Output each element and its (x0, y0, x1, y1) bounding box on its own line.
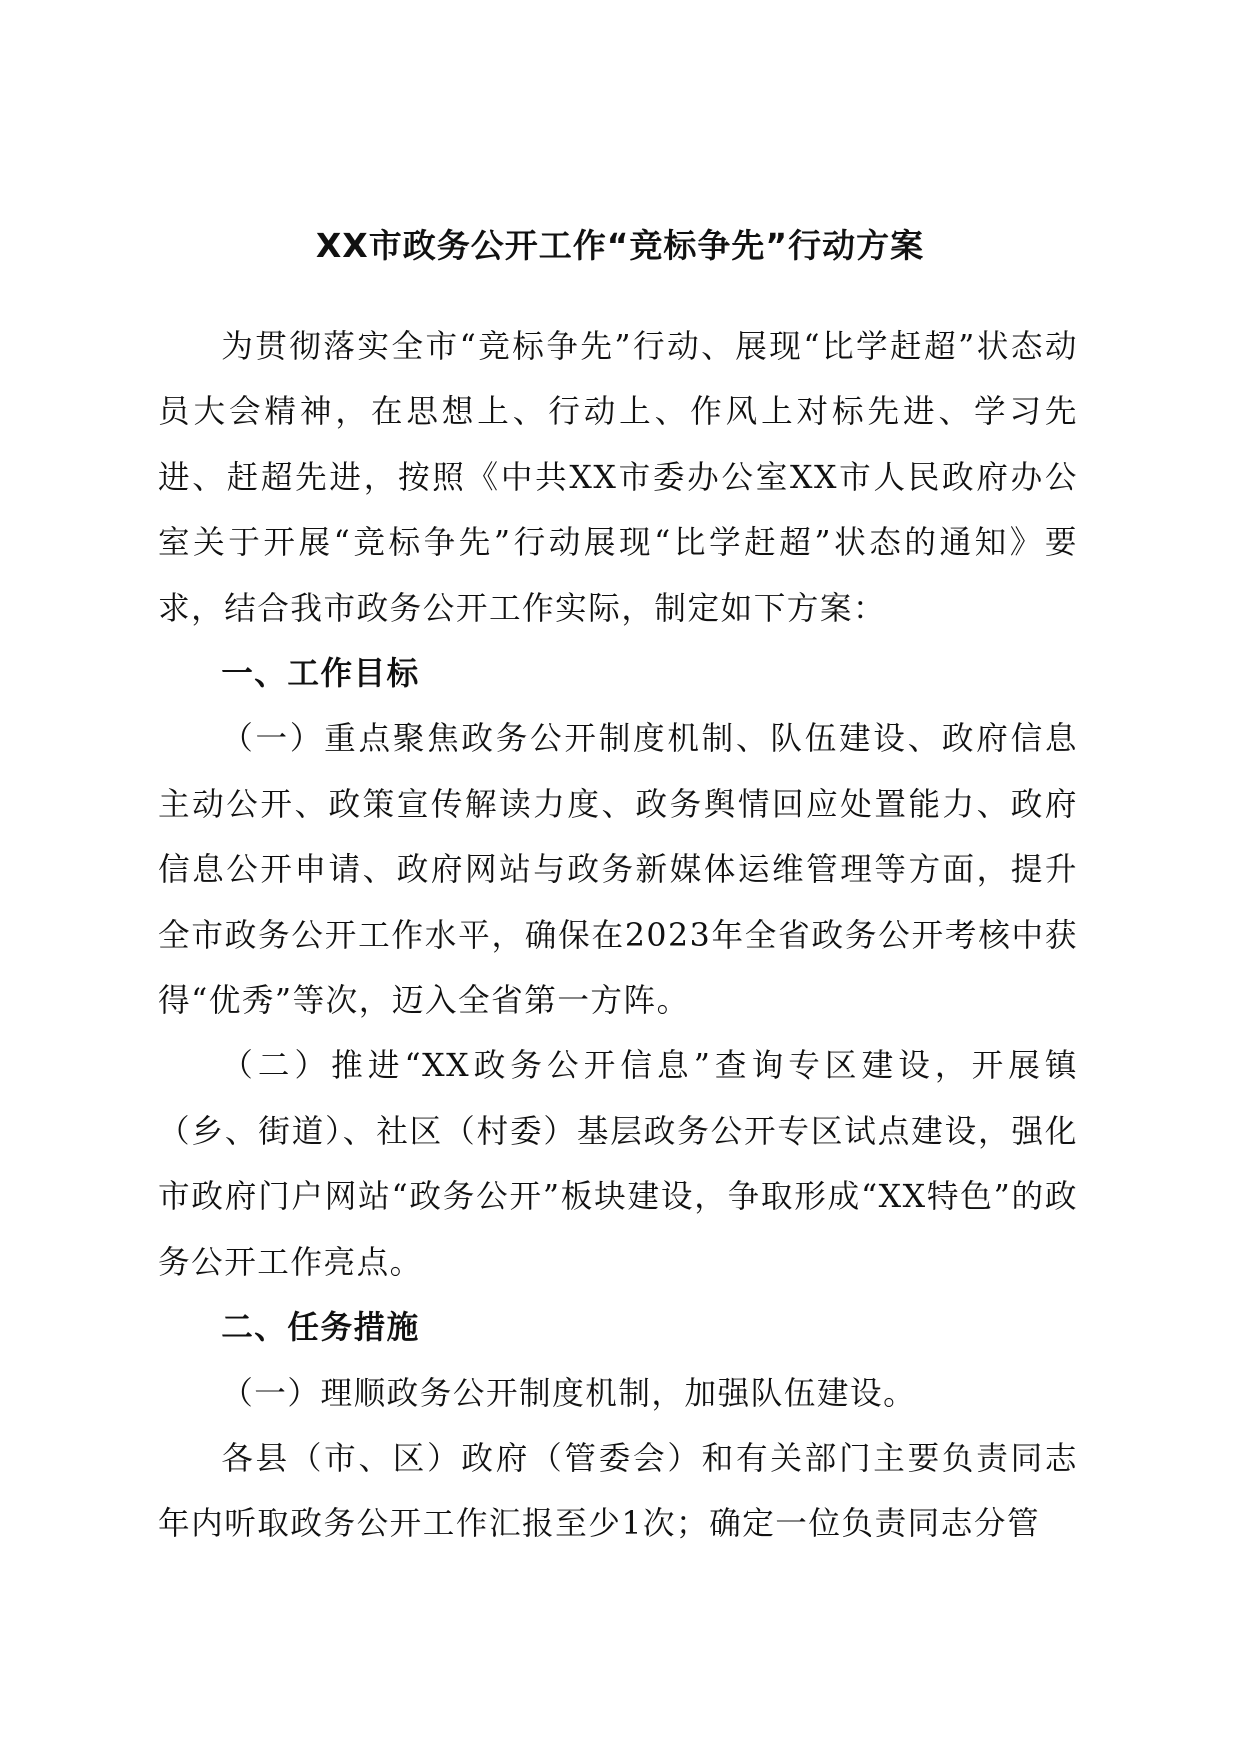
section-heading-goals: 一、工作目标 (221, 656, 420, 693)
measure-subheading-1: （一）理顺政务公开制度机制，加强队伍建设。 (221, 1375, 917, 1412)
document-title: XX市政务公开工作“竞标争先”行动方案 (315, 226, 925, 265)
measure-paragraph-1: 各县（市、区）政府（管委会）和有关部门主要负责同志年内听取政务公开工作汇报至少1次；确定一位负责同志分管 (158, 1440, 1078, 1543)
goal-item-1: （一）重点聚焦政务公开制度机制、队伍建设、政府信息主动公开、政策宣传解读力度、政务舆情回应处置能力、政府信息公开申请、政府网站与政务新媒体运维管理等方面，提升全市政务公开工作水平，确保在2023年全省政务公开考核中获得“优秀”等次，迈入全省第一方阵。 (158, 721, 1078, 1020)
document-body (158, 315, 1078, 1558)
intro-paragraph: 为贯彻落实全市“竞标争先”行动、展现“比学赶超”状态动员大会精神，在思想上、行动上、作风上对标先进、学习先进、赶超先进，按照《中共XX市委办公室XX市人民政府办公室关于开展“竞标争先”行动展现“比学赶超”状态的通知》要求，结合我市政务公开工作实际，制定如下方案： (158, 329, 1078, 627)
section-heading-measures: 二、任务措施 (221, 1310, 420, 1347)
goal-item-2: （二）推进“XX政务公开信息”查询专区建设，开展镇（乡、街道）、社区（村委）基层政务公开专区试点建设，强化市政府门户网站“政务公开”板块建设，争取形成“XX特色”的政务公开工作亮点。 (158, 1048, 1078, 1281)
